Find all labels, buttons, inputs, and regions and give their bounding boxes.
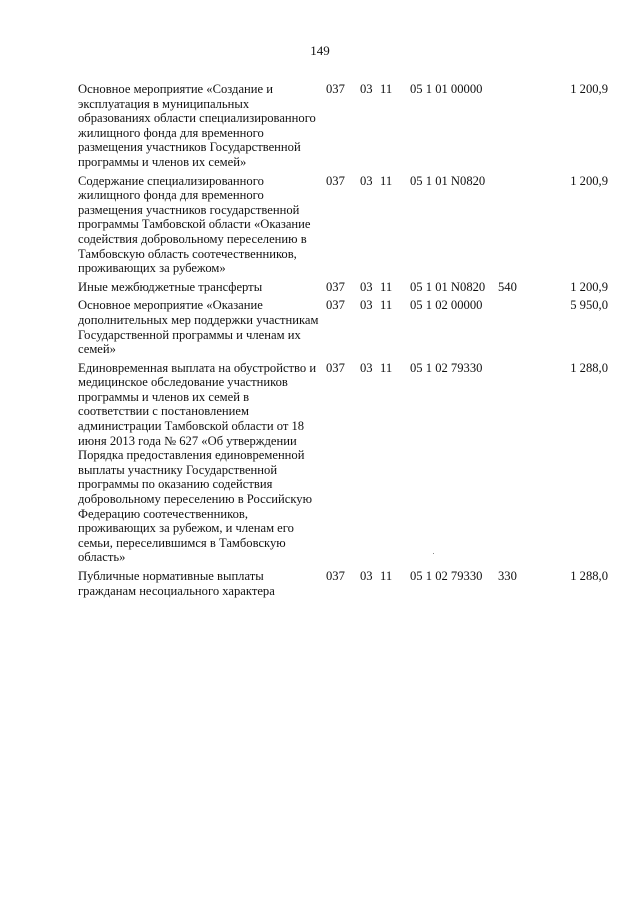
section-code: 03 <box>360 569 373 583</box>
table-row <box>78 280 608 299</box>
amount: 1 288,0 <box>570 569 608 583</box>
scan-speck <box>433 553 434 554</box>
ministry-code: 037 <box>326 173 345 188</box>
item-name: Публичные нормативные выплаты гражданам несоциального характера <box>78 569 275 598</box>
page-number: 149 <box>310 43 330 58</box>
expense-type-code <box>498 174 538 280</box>
section-code: 03 <box>360 298 373 313</box>
ministry-code: 037 <box>326 569 345 583</box>
ministry-code: 037 <box>326 298 345 313</box>
amount: 1 200,9 <box>570 173 608 188</box>
item-name: Основное мероприятие «Оказание дополнительных мер поддержки участникам Государственной программы и членам их семей» <box>78 298 319 357</box>
table-row <box>78 569 608 602</box>
item-name: Содержание специализированного жилищного фонда для временного размещения участников государственной программы Тамбовской области «Оказание содействия добровольному переселению в Тамбовскую область соотечественников, проживающих за рубежом» <box>78 173 311 276</box>
budget-table <box>78 82 608 602</box>
item-name: Иные межбюджетные трансферты <box>78 279 263 294</box>
amount: 5 950,0 <box>570 298 608 313</box>
table-row <box>78 361 608 569</box>
section-code: 03 <box>360 360 373 375</box>
subsection-code: 11 <box>380 279 393 294</box>
expense-type-code: 540 <box>498 279 517 294</box>
table-row <box>78 298 608 360</box>
table-row <box>78 82 608 174</box>
ministry-code: 037 <box>326 360 345 375</box>
ministry-code: 037 <box>326 82 345 96</box>
item-name: Основное мероприятие «Создание и эксплуатация в муниципальных образованиях области специализированного жилищного фонда для временного размещения участников Государственной программы и членов их семей» <box>78 82 316 169</box>
expense-type-code <box>498 298 538 360</box>
target-article-code: 05 1 01 00000 <box>410 82 483 96</box>
expense-type-code <box>498 361 538 569</box>
subsection-code: 11 <box>380 173 393 188</box>
ministry-code: 037 <box>326 279 345 294</box>
target-article-code: 05 1 01 N0820 <box>410 173 486 188</box>
subsection-code: 11 <box>380 298 393 313</box>
expense-type-code <box>498 82 538 174</box>
target-article-code: 05 1 02 79330 <box>410 569 483 583</box>
amount: 1 200,9 <box>570 82 608 96</box>
subsection-code: 11 <box>380 82 393 96</box>
amount: 1 200,9 <box>570 279 608 294</box>
target-article-code: 05 1 02 79330 <box>410 360 483 375</box>
item-name: Единовременная выплата на обустройство и медицинское обследование участников программы и членов их семей в соответствии с постановлением администрации Тамбовской области от 18 июня 2013 года № 627 «Об утверждении Порядка предоставления единовременной выплаты участнику Государственной программы по оказанию содействия добровольному переселению в Российскую Федерацию соотечественников, проживающих за рубежом, и членам его семьи, переселившимся в Тамбовскую область» <box>78 360 317 565</box>
subsection-code: 11 <box>380 360 393 375</box>
section-code: 03 <box>360 279 373 294</box>
section-code: 03 <box>360 173 373 188</box>
subsection-code: 11 <box>380 569 393 583</box>
section-code: 03 <box>360 82 373 96</box>
table-row <box>78 174 608 280</box>
target-article-code: 05 1 01 N0820 <box>410 279 486 294</box>
target-article-code: 05 1 02 00000 <box>410 298 483 313</box>
expense-type-code: 330 <box>498 569 517 583</box>
amount: 1 288,0 <box>570 360 608 375</box>
